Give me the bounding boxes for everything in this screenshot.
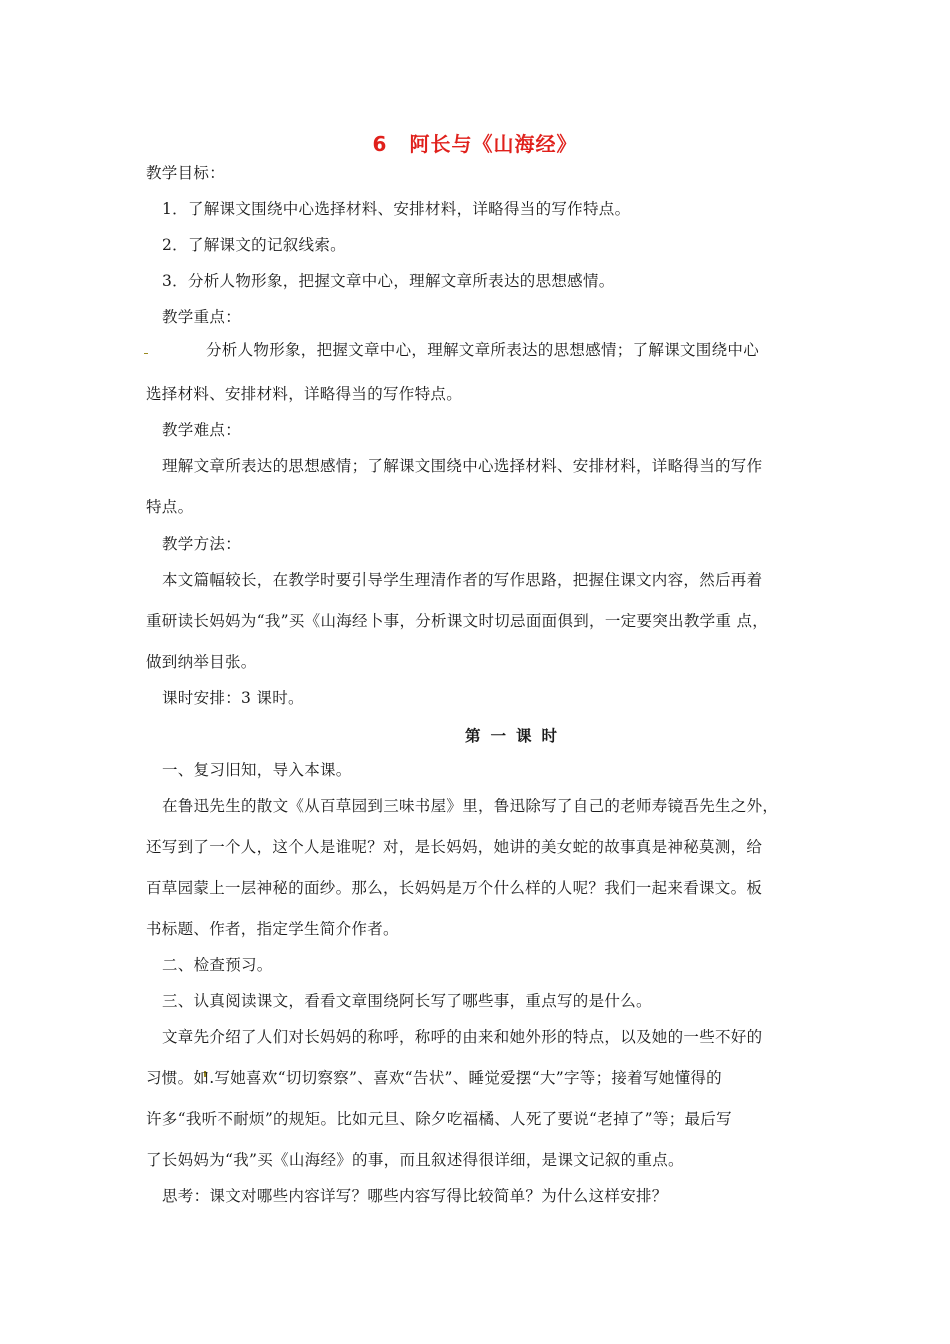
methods-line: 本文篇幅较长，在教学时要引导学生理清作者的写作思路，把握住课文内容，然后再着	[162, 571, 763, 589]
analysis-line: 文章先介绍了人们对长妈妈的称呼，称呼的由来和她外形的特点，以及她的一些不好的	[162, 1028, 763, 1046]
difficulties-heading: 教学难点：	[162, 421, 242, 439]
discussion-question: 思考：课文对哪些内容详写？哪些内容写得比较简单？为什么这样安排？	[162, 1187, 668, 1205]
step-review: 一、复习旧知，导入本课。	[162, 761, 352, 779]
key-points-line: 选择材料、安排材料，详略得当的写作特点。	[146, 385, 463, 403]
goal-item: 3．分析人物形象，把握文章中心，理解文章所表达的思想感情。	[162, 272, 615, 290]
methods-line: 重研读长妈妈为“我”买《山海经卜事，分析课文时切忌面面俱到，一定要突出教学重 点，	[146, 612, 769, 630]
analysis-line: 了长妈妈为“我”买《山海经》的事，而且叙述得很详细，是课文记叙的重点。	[146, 1151, 684, 1169]
analysis-line: 许多“我听不耐烦”的规矩。比如元旦、除夕吃福橘、人死了要说“老掉了”等；最后写	[146, 1110, 732, 1128]
difficulties-line: 特点。	[146, 498, 194, 516]
step-reading: 三、认真阅读课文，看看文章围绕阿长写了哪些事，重点写的是什么。	[162, 992, 652, 1010]
analysis-line: 习惯。如.写她喜欢“切切察察”、喜欢“告状”、睡觉爱摆“大”字等；接着写她懂得的	[146, 1069, 722, 1087]
goal-item: 2．了解课文的记叙线索。	[162, 236, 346, 254]
lesson-title-text: 阿长与《山海经》	[409, 132, 578, 156]
methods-line: 做到纳举目张。	[146, 653, 257, 671]
lesson-number: 6	[372, 132, 388, 156]
step-preview-check: 二、检查预习。	[162, 956, 273, 974]
methods-heading: 教学方法：	[162, 535, 242, 553]
document-title	[0, 128, 950, 157]
intro-line: 百草园蒙上一层神秘的面纱。那么，长妈妈是万个什么样的人呢？我们一起来看课文。板	[146, 879, 763, 897]
intro-line: 还写到了一个人，这个人是谁呢？对，是长妈妈，她讲的美女蛇的故事真是神秘莫测，给	[146, 838, 763, 856]
difficulties-line: 理解文章所表达的思想感情；了解课文围绕中心选择材料、安排材料，详略得当的写作	[162, 457, 763, 475]
goals-heading: 教学目标：	[146, 164, 226, 182]
goal-item: 1．了解课文围绕中心选择材料、安排材料，详略得当的写作特点。	[162, 200, 631, 218]
intro-line: 书标题、作者，指定学生简介作者。	[146, 920, 399, 938]
margin-mark	[144, 353, 148, 354]
key-points-line: 分析人物形象，把握文章中心，理解文章所表达的思想感情；了解课文围绕中心	[206, 341, 760, 359]
lesson-one-heading: 第一课时	[464, 727, 567, 745]
intro-line: 在鲁迅先生的散文《从百草园到三味书屋》里，鲁迅除写了自己的老师寿镜吾先生之外，	[162, 797, 779, 815]
key-points-heading: 教学重点：	[162, 308, 242, 326]
schedule-text: 课时安排：3 课时。	[162, 689, 304, 707]
